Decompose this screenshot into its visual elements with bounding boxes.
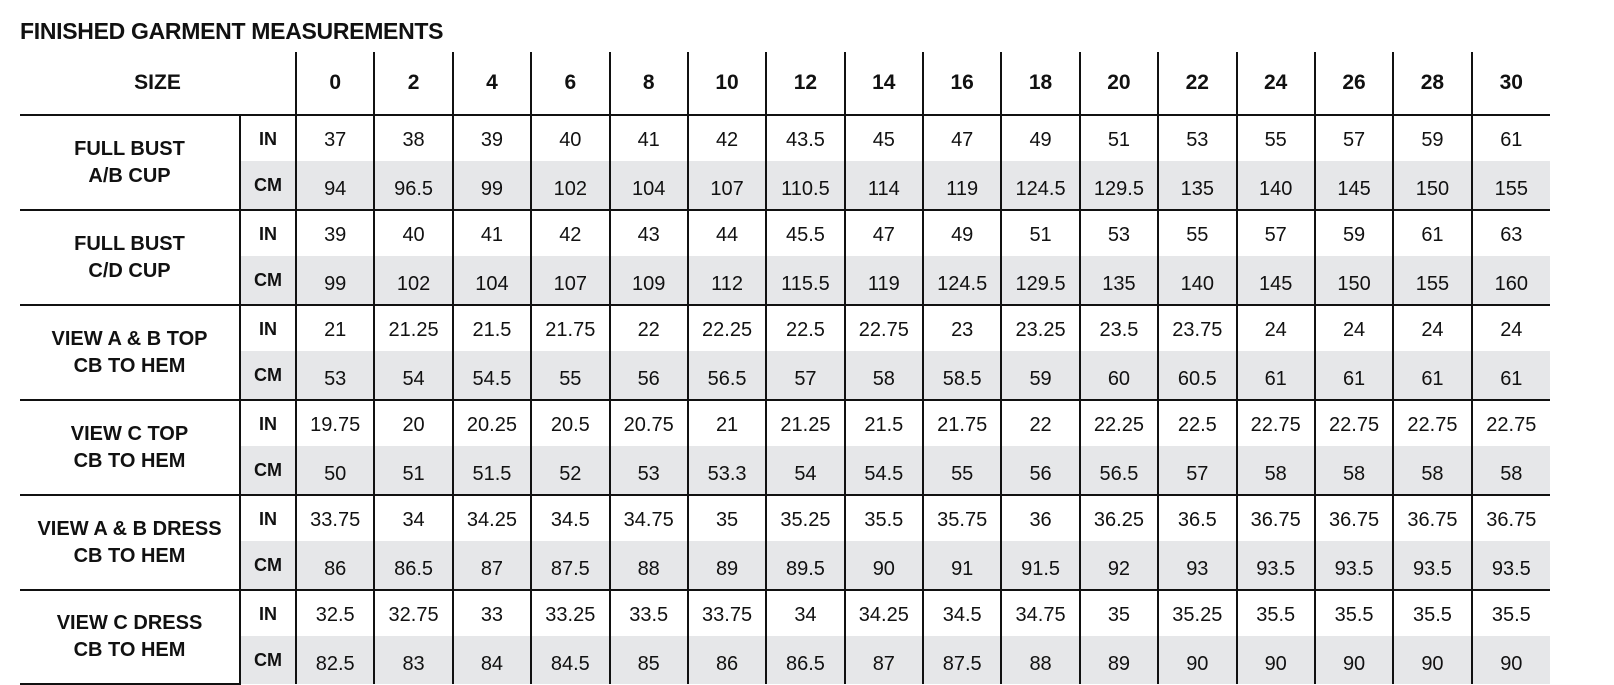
value-cell-in: 22 [610,305,688,351]
value-cell-cm: 96.5 [374,161,452,210]
value-cell-in: 35.5 [845,495,923,541]
measurement-row-cm [20,636,1550,684]
size-header-cell: 28 [1393,52,1471,115]
value-cell-cm: 90 [1393,636,1471,684]
value-cell-cm: 145 [1237,256,1315,305]
measurement-label-line1: FULL BUST [74,232,185,255]
value-cell-in: 22 [1001,400,1079,446]
value-cell-in: 45 [845,115,923,161]
value-cell-in: 23.25 [1001,305,1079,351]
value-cell-in: 22.25 [688,305,766,351]
measurement-row-cm [20,351,1550,400]
value-cell-in: 20.5 [531,400,609,446]
size-header-cell: 4 [453,52,531,115]
value-cell-in: 34.5 [531,495,609,541]
value-cell-in: 63 [1472,210,1550,256]
value-cell-cm: 61 [1472,351,1550,400]
measurement-row-in [20,115,1550,161]
value-cell-cm: 99 [453,161,531,210]
value-cell-in: 36.75 [1237,495,1315,541]
value-cell-cm: 107 [688,161,766,210]
unit-label-cm: CM [240,541,296,590]
measurement-label [20,210,240,305]
value-cell-cm: 86 [296,541,374,590]
unit-label-cm: CM [240,256,296,305]
value-cell-cm: 86 [688,636,766,684]
value-cell-cm: 135 [1080,256,1158,305]
value-cell-in: 23 [923,305,1001,351]
value-cell-in: 35 [688,495,766,541]
size-header-cell: 8 [610,52,688,115]
size-header-cell: 30 [1472,52,1550,115]
size-header-cell: 14 [845,52,923,115]
value-cell-in: 35.25 [766,495,844,541]
value-cell-in: 57 [1315,115,1393,161]
value-cell-cm: 93.5 [1472,541,1550,590]
unit-label-in: IN [240,495,296,541]
value-cell-in: 61 [1472,115,1550,161]
value-cell-in: 33.25 [531,590,609,636]
size-header-cell: 18 [1001,52,1079,115]
size-header-cell: 12 [766,52,844,115]
measurement-label [20,495,240,590]
value-cell-in: 51 [1001,210,1079,256]
value-cell-in: 33.75 [296,495,374,541]
value-cell-in: 47 [923,115,1001,161]
value-cell-in: 24 [1237,305,1315,351]
measurement-row-cm [20,161,1550,210]
value-cell-cm: 57 [1158,446,1236,495]
measurement-row-in [20,400,1550,446]
value-cell-in: 33.5 [610,590,688,636]
value-cell-in: 47 [845,210,923,256]
measurement-label-line2: CB TO HEM [73,544,186,567]
value-cell-cm: 53 [296,351,374,400]
value-cell-cm: 83 [374,636,452,684]
value-cell-in: 21.25 [766,400,844,446]
value-cell-cm: 85 [610,636,688,684]
value-cell-in: 41 [453,210,531,256]
value-cell-cm: 51 [374,446,452,495]
value-cell-in: 44 [688,210,766,256]
value-cell-in: 35.25 [1158,590,1236,636]
value-cell-in: 33.75 [688,590,766,636]
value-cell-in: 24 [1472,305,1550,351]
value-cell-in: 24 [1315,305,1393,351]
value-cell-cm: 58 [1315,446,1393,495]
value-cell-cm: 89 [1080,636,1158,684]
value-cell-cm: 110.5 [766,161,844,210]
value-cell-in: 22.25 [1080,400,1158,446]
value-cell-in: 22.5 [1158,400,1236,446]
value-cell-in: 61 [1393,210,1471,256]
value-cell-in: 32.75 [374,590,452,636]
value-cell-cm: 140 [1237,161,1315,210]
value-cell-cm: 160 [1472,256,1550,305]
value-cell-cm: 61 [1393,351,1471,400]
value-cell-cm: 59 [1001,351,1079,400]
value-cell-in: 32.5 [296,590,374,636]
value-cell-in: 53 [1158,115,1236,161]
value-cell-cm: 58 [845,351,923,400]
value-cell-cm: 84.5 [531,636,609,684]
value-cell-in: 22.75 [1315,400,1393,446]
value-cell-in: 22.75 [845,305,923,351]
measurement-row-in [20,305,1550,351]
value-cell-in: 36 [1001,495,1079,541]
unit-label-in: IN [240,305,296,351]
measurement-label-line2: CB TO HEM [73,639,186,661]
value-cell-in: 22.75 [1472,400,1550,446]
value-cell-cm: 99 [296,256,374,305]
value-cell-in: 22.75 [1237,400,1315,446]
value-cell-cm: 53.3 [688,446,766,495]
unit-label-cm: CM [240,636,296,684]
value-cell-cm: 55 [531,351,609,400]
value-cell-cm: 135 [1158,161,1236,210]
value-cell-cm: 86.5 [374,541,452,590]
value-cell-cm: 88 [610,541,688,590]
value-cell-cm: 56.5 [688,351,766,400]
value-cell-cm: 150 [1393,161,1471,210]
measurement-label [20,115,240,210]
value-cell-cm: 87.5 [923,636,1001,684]
unit-label-in: IN [240,400,296,446]
value-cell-cm: 150 [1315,256,1393,305]
value-cell-cm: 54 [766,446,844,495]
value-cell-cm: 93 [1158,541,1236,590]
measurement-row-in [20,210,1550,256]
measurement-row-cm [20,541,1550,590]
value-cell-cm: 102 [531,161,609,210]
value-cell-in: 24 [1393,305,1471,351]
measurement-label-line1: VIEW A & B DRESS [37,517,222,540]
value-cell-in: 36.75 [1393,495,1471,541]
value-cell-cm: 109 [610,256,688,305]
measurement-label-line2: C/D CUP [88,259,171,282]
measurement-label-line1: VIEW C DRESS [56,612,203,634]
value-cell-cm: 60 [1080,351,1158,400]
value-cell-in: 34 [766,590,844,636]
value-cell-in: 20.25 [453,400,531,446]
measurement-row-cm [20,446,1550,495]
value-cell-in: 36.75 [1315,495,1393,541]
value-cell-in: 49 [1001,115,1079,161]
value-cell-in: 21.25 [374,305,452,351]
value-cell-cm: 89.5 [766,541,844,590]
page-title: FINISHED GARMENT MEASUREMENTS [20,18,444,44]
value-cell-cm: 54.5 [453,351,531,400]
value-cell-in: 37 [296,115,374,161]
measurement-label-line2: A/B CUP [88,164,171,187]
value-cell-cm: 87.5 [531,541,609,590]
size-header-cell: 22 [1158,52,1236,115]
size-header-cell: 16 [923,52,1001,115]
value-cell-in: 55 [1237,115,1315,161]
value-cell-cm: 58 [1237,446,1315,495]
measurement-label [20,305,240,400]
value-cell-cm: 88 [1001,636,1079,684]
value-cell-cm: 82.5 [296,636,374,684]
value-cell-in: 43 [610,210,688,256]
measurement-label-line1: VIEW A & B TOP [51,327,208,350]
value-cell-in: 34.25 [453,495,531,541]
value-cell-in: 35.75 [923,495,1001,541]
value-cell-cm: 52 [531,446,609,495]
value-cell-in: 42 [531,210,609,256]
value-cell-cm: 104 [453,256,531,305]
measurement-label-line2: CB TO HEM [73,354,186,377]
value-cell-cm: 53 [610,446,688,495]
value-cell-cm: 119 [845,256,923,305]
value-cell-cm: 92 [1080,541,1158,590]
size-header-cell: 0 [296,52,374,115]
value-cell-cm: 89 [688,541,766,590]
value-cell-in: 23.75 [1158,305,1236,351]
measurement-label [20,590,240,684]
value-cell-in: 35.5 [1237,590,1315,636]
value-cell-in: 42 [688,115,766,161]
size-header-row [20,52,1550,115]
value-cell-in: 45.5 [766,210,844,256]
value-cell-in: 49 [923,210,1001,256]
value-cell-in: 39 [453,115,531,161]
value-cell-cm: 93.5 [1393,541,1471,590]
value-cell-cm: 140 [1158,256,1236,305]
value-cell-in: 57 [1237,210,1315,256]
value-cell-cm: 56 [1001,446,1079,495]
value-cell-cm: 94 [296,161,374,210]
value-cell-in: 36.5 [1158,495,1236,541]
value-cell-in: 39 [296,210,374,256]
unit-label-cm: CM [240,446,296,495]
value-cell-cm: 61 [1315,351,1393,400]
value-cell-cm: 93.5 [1315,541,1393,590]
value-cell-in: 20.75 [610,400,688,446]
value-cell-in: 21.75 [923,400,1001,446]
value-cell-cm: 90 [1315,636,1393,684]
value-cell-in: 34.25 [845,590,923,636]
unit-label-in: IN [240,590,296,636]
value-cell-cm: 57 [766,351,844,400]
unit-label-cm: CM [240,351,296,400]
value-cell-in: 21.75 [531,305,609,351]
value-cell-cm: 90 [1472,636,1550,684]
value-cell-in: 35.5 [1472,590,1550,636]
value-cell-cm: 84 [453,636,531,684]
value-cell-in: 36.75 [1472,495,1550,541]
value-cell-cm: 56.5 [1080,446,1158,495]
measurement-label-line1: VIEW C TOP [70,422,189,445]
value-cell-in: 40 [531,115,609,161]
value-cell-in: 34.75 [610,495,688,541]
value-cell-cm: 90 [1237,636,1315,684]
value-cell-cm: 61 [1237,351,1315,400]
value-cell-cm: 155 [1393,256,1471,305]
value-cell-cm: 107 [531,256,609,305]
measurement-label-line1: FULL BUST [74,137,185,160]
measurements-body [20,115,1550,684]
value-cell-in: 34.5 [923,590,1001,636]
value-cell-cm: 112 [688,256,766,305]
value-cell-cm: 93.5 [1237,541,1315,590]
value-cell-cm: 124.5 [923,256,1001,305]
value-cell-in: 19.75 [296,400,374,446]
value-cell-cm: 56 [610,351,688,400]
value-cell-in: 35.5 [1315,590,1393,636]
value-cell-cm: 50 [296,446,374,495]
unit-label-in: IN [240,210,296,256]
value-cell-in: 21 [296,305,374,351]
value-cell-cm: 119 [923,161,1001,210]
value-cell-in: 53 [1080,210,1158,256]
value-cell-cm: 104 [610,161,688,210]
value-cell-cm: 58.5 [923,351,1001,400]
measurement-label-line2: CB TO HEM [73,449,186,472]
value-cell-cm: 87 [845,636,923,684]
value-cell-cm: 102 [374,256,452,305]
value-cell-in: 33 [453,590,531,636]
measurement-row-in [20,590,1550,636]
value-cell-in: 34.75 [1001,590,1079,636]
size-header-cell: 26 [1315,52,1393,115]
value-cell-in: 21.5 [845,400,923,446]
value-cell-cm: 124.5 [1001,161,1079,210]
value-cell-in: 55 [1158,210,1236,256]
value-cell-in: 41 [610,115,688,161]
value-cell-in: 35 [1080,590,1158,636]
value-cell-cm: 91.5 [1001,541,1079,590]
value-cell-in: 51 [1080,115,1158,161]
value-cell-cm: 145 [1315,161,1393,210]
value-cell-in: 21 [688,400,766,446]
size-header-cell: 10 [688,52,766,115]
value-cell-cm: 54.5 [845,446,923,495]
value-cell-in: 43.5 [766,115,844,161]
value-cell-in: 38 [374,115,452,161]
size-header-cell: 20 [1080,52,1158,115]
value-cell-cm: 87 [453,541,531,590]
measurement-row-cm [20,256,1550,305]
value-cell-cm: 86.5 [766,636,844,684]
value-cell-in: 59 [1315,210,1393,256]
size-header-cell: 24 [1237,52,1315,115]
value-cell-cm: 129.5 [1001,256,1079,305]
value-cell-cm: 90 [1158,636,1236,684]
value-cell-cm: 129.5 [1080,161,1158,210]
value-cell-cm: 90 [845,541,923,590]
measurement-label [20,400,240,495]
value-cell-in: 21.5 [453,305,531,351]
value-cell-in: 22.5 [766,305,844,351]
measurements-table [20,52,1550,685]
unit-label-cm: CM [240,161,296,210]
size-header-cell: 6 [531,52,609,115]
value-cell-cm: 60.5 [1158,351,1236,400]
value-cell-cm: 155 [1472,161,1550,210]
value-cell-in: 22.75 [1393,400,1471,446]
measurement-row-in [20,495,1550,541]
value-cell-cm: 58 [1472,446,1550,495]
size-header-cell: 2 [374,52,452,115]
size-header: SIZE [20,52,296,115]
value-cell-in: 20 [374,400,452,446]
value-cell-cm: 114 [845,161,923,210]
value-cell-in: 36.25 [1080,495,1158,541]
value-cell-in: 59 [1393,115,1471,161]
unit-label-in: IN [240,115,296,161]
value-cell-cm: 51.5 [453,446,531,495]
value-cell-in: 34 [374,495,452,541]
value-cell-cm: 54 [374,351,452,400]
value-cell-in: 40 [374,210,452,256]
value-cell-cm: 91 [923,541,1001,590]
value-cell-cm: 55 [923,446,1001,495]
value-cell-in: 23.5 [1080,305,1158,351]
value-cell-cm: 58 [1393,446,1471,495]
value-cell-in: 35.5 [1393,590,1471,636]
value-cell-cm: 115.5 [766,256,844,305]
